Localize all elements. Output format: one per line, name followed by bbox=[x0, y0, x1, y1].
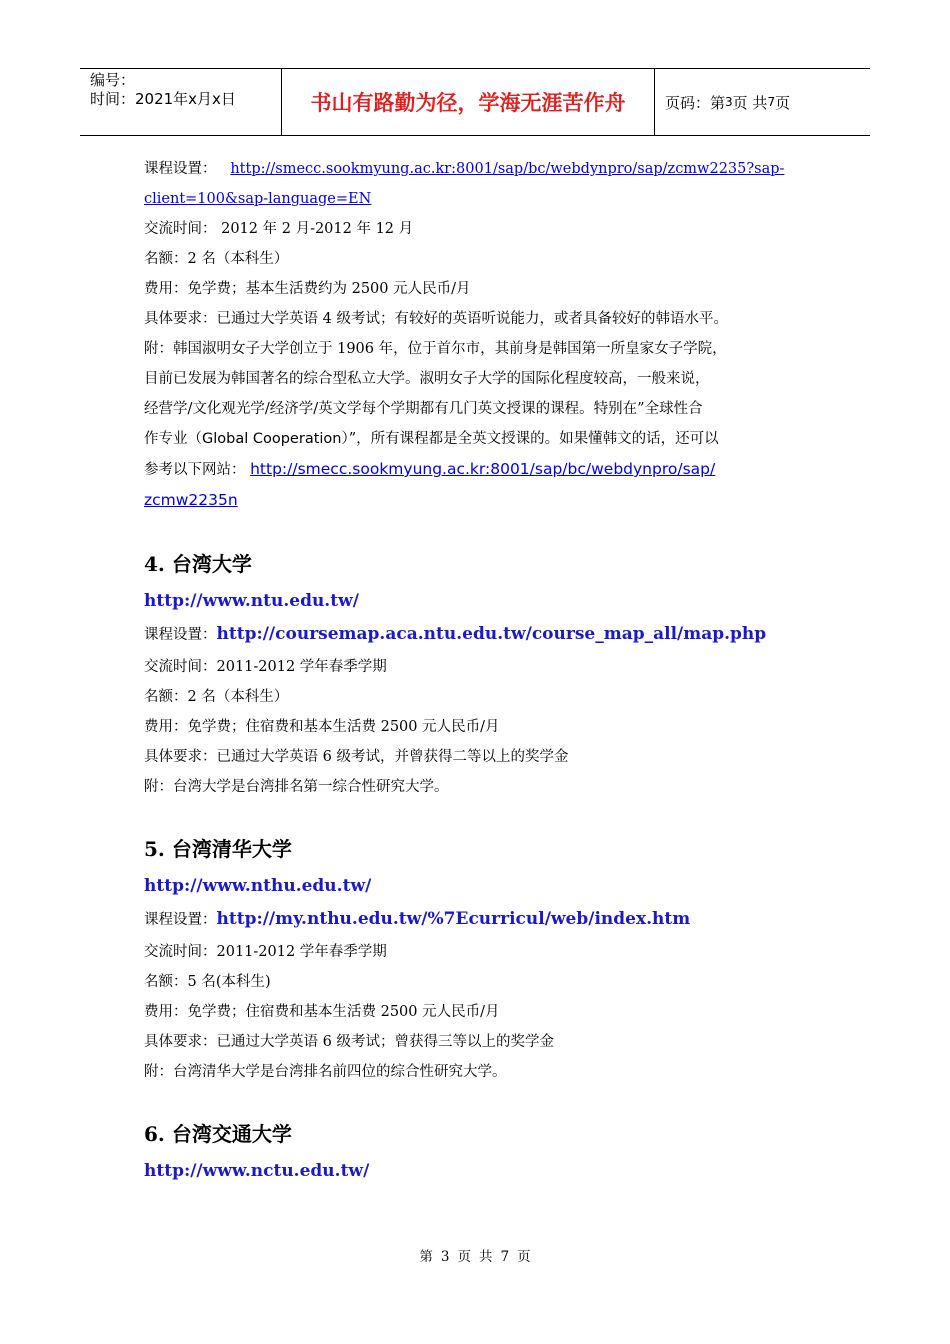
section-5-course-label: 课程设置： bbox=[144, 912, 217, 928]
footer-p1: 第 bbox=[419, 1249, 433, 1265]
course-label: 课程设置： bbox=[144, 161, 217, 177]
section-4-title: 4. 台湾大学 bbox=[144, 552, 252, 576]
number-label: 编号： bbox=[90, 71, 136, 89]
footer-num: 3 bbox=[440, 1249, 450, 1265]
course-link[interactable]: http://smecc.sookmyung.ac.kr:8001/sap/bc/webdynpro/sap/zcmw2235?sap- bbox=[230, 161, 785, 177]
header-motto: 书山有路勤为径，学海无涯苦作舟 bbox=[282, 69, 655, 135]
section-5-requirements: 具体要求：已通过大学英语 6 级考试；曾获得三等以上的奖学金 bbox=[144, 1034, 554, 1050]
page-num: 3 bbox=[725, 95, 733, 109]
section-4-time: 交流时间：2011-2012 学年春季学期 bbox=[144, 659, 387, 675]
section-5-cost: 费用：免学费；住宿费和基本生活费 2500 元人民币/月 bbox=[144, 1004, 500, 1020]
section-6-title: 6. 台湾交通大学 bbox=[144, 1122, 292, 1146]
section-5-site-line bbox=[144, 871, 814, 902]
section-5-site-link[interactable]: http://www.nthu.edu.tw/ bbox=[144, 876, 372, 896]
section-6-site-line bbox=[144, 1156, 814, 1187]
section-4-site-line bbox=[144, 586, 814, 617]
requirements: 具体要求：已通过大学英语 4 级考试；有较好的英语听说能力，或者具备较好的韩语水平。 bbox=[144, 311, 728, 327]
header-meta bbox=[80, 69, 282, 135]
section-4-course-line bbox=[144, 617, 814, 652]
note-line-4 bbox=[144, 424, 814, 454]
note-ref-link[interactable]: http://smecc.sookmyung.ac.kr:8001/sap/bc/webdynpro/sap/ bbox=[250, 460, 716, 478]
note-line-5 bbox=[144, 454, 814, 485]
time-label: 时间：2021年x月x日 bbox=[90, 90, 236, 108]
page-prefix: 页码：第 bbox=[665, 93, 726, 112]
footer-p3: 共 bbox=[479, 1249, 493, 1265]
section-5-note: 附：台湾清华大学是台湾排名前四位的综合性研究大学。 bbox=[144, 1064, 507, 1080]
note-line-4c: ）”，所有课程都是全英文授课的。如果懂韩文的话，还可以 bbox=[341, 431, 719, 447]
section-5-course-link[interactable]: http://my.nthu.edu.tw/%7Ecurricul/web/index.htm bbox=[216, 909, 691, 929]
exchange-time: 交流时间： 2012 年 2 月-2012 年 12 月 bbox=[144, 221, 414, 237]
section-4-course-link[interactable]: http://coursemap.aca.ntu.edu.tw/course_map_all/map.php bbox=[216, 624, 767, 644]
footer-total: 7 bbox=[500, 1249, 510, 1265]
note-ref-link-continued[interactable]: zcmw2235n bbox=[144, 491, 238, 509]
section-4-quota: 名额：2 名（本科生） bbox=[144, 689, 289, 705]
page-suffix: 页 bbox=[775, 93, 791, 112]
page-total: 7 bbox=[767, 95, 776, 109]
page-header bbox=[80, 68, 870, 136]
course-link-continued[interactable]: client=100&sap-language=EN bbox=[144, 191, 372, 207]
note-line-3: 经营学/文化观光学/经济学/英文学每个学期都有几门英文授课的课程。特别在”全球性合 bbox=[144, 401, 703, 417]
section-6-site-link[interactable]: http://www.nctu.edu.tw/ bbox=[144, 1161, 370, 1181]
section-5-quota: 名额：5 名(本科生) bbox=[144, 974, 271, 990]
footer-p4: 页 bbox=[517, 1249, 531, 1265]
section-4-course-label: 课程设置： bbox=[144, 627, 217, 643]
section-5-time: 交流时间：2011-2012 学年春季学期 bbox=[144, 944, 387, 960]
note-ref-label: 参考以下网站： bbox=[144, 462, 246, 478]
note-line-4b: Global Cooperation bbox=[202, 431, 342, 447]
section-4-site-link[interactable]: http://www.ntu.edu.tw/ bbox=[144, 591, 359, 611]
note-line-1: 附：韩国淑明女子大学创立于 1906 年，位于首尔市，其前身是韩国第一所皇家女子学院， bbox=[144, 341, 727, 357]
document-body bbox=[144, 154, 814, 1187]
note-line-6 bbox=[144, 485, 814, 516]
section-5-course-line bbox=[144, 902, 814, 937]
note-line-4a: 作专业（ bbox=[144, 431, 202, 447]
course-setting-line bbox=[144, 154, 814, 184]
note-line-2: 目前已发展为韩国著名的综合型私立大学。淑明女子大学的国际化程度较高，一般来说， bbox=[144, 371, 710, 387]
section-4-requirements: 具体要求：已通过大学英语 6 级考试，并曾获得二等以上的奖学金 bbox=[144, 749, 569, 765]
footer-p2: 页 bbox=[457, 1249, 471, 1265]
header-page-number bbox=[655, 69, 870, 135]
cost: 费用：免学费；基本生活费约为 2500 元人民币/月 bbox=[144, 281, 471, 297]
section-4-cost: 费用：免学费；住宿费和基本生活费 2500 元人民币/月 bbox=[144, 719, 500, 735]
section-4-note: 附：台湾大学是台湾排名第一综合性研究大学。 bbox=[144, 779, 449, 795]
page-mid: 页 共 bbox=[732, 93, 768, 112]
quota: 名额：2 名（本科生） bbox=[144, 251, 289, 267]
page-footer bbox=[0, 1245, 950, 1265]
course-link-continued-line bbox=[144, 184, 814, 214]
section-5-title: 5. 台湾清华大学 bbox=[144, 837, 292, 861]
